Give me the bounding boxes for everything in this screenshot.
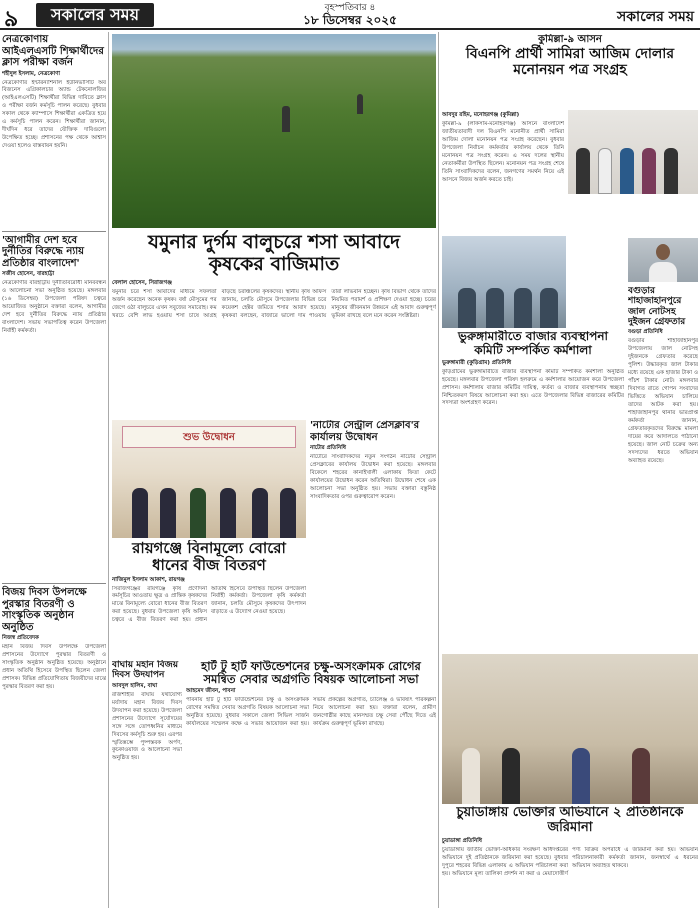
byline: নাটোর প্রতিনিধি	[310, 445, 346, 451]
person-figure	[576, 148, 590, 194]
cucumber-field-photo	[112, 34, 436, 228]
person-figure	[132, 488, 148, 538]
divider	[2, 231, 106, 232]
person-figure	[620, 148, 634, 194]
article-eye	[186, 660, 436, 908]
headline: বগুড়ার শাহাজাহানপুরে জাল নোটসহ দুইজন গ্রেফতার	[628, 286, 686, 328]
article-victory	[2, 587, 106, 894]
person-figure	[572, 748, 590, 804]
article-body: কুমিল্লা-৯ (লাকসাম-মনোহরগঞ্জ) আসনে বাংলাদেশ জাতীয়তাবাদী দল বিএনপি মনোনীত প্রার্থী সামিরা আজিম দোলা মনোনয়ন পত্র সংগ্রহ করেছেন। বুধবার উপজেলা নির্বাচন কর্মকর্তার কার্যালয় থেকে তিনি মনোনয়ন পত্র সংগ্রহ করেন। এ সময় দলের স্থানীয় নেতাকর্মীরা উপস্থিত ছিলেন। মনোনয়ন পত্র সংগ্রহ শেষে তিনি সাংবাদিকদের বলেন, জনগণের সমর্থন নিয়ে এই আসনে বিজয় অর্জন করতে চাই।	[442, 121, 564, 183]
farmer-figure	[357, 94, 363, 114]
byline: সজীব হোসেন, বারহাট্টা	[2, 271, 55, 277]
article-body: নেত্রকোণার বারহাট্টায় দুর্নীতিবিরোধী মানববন্ধন ও আলোচনা সভা অনুষ্ঠিত হয়েছে। মঙ্গলবার (১৬ ডিসেম্বর) উপজেলা পরিষদ চত্বরে আয়োজিত অনুষ্ঠানে বক্তারা বলেন, আগামীর দেশ হবে দুর্নীতির বিরুদ্ধে ন্যায় প্রতিষ্ঠার বাংলাদেশ। সভায় সভাপতিত্ব করেন উপজেলা নির্বাহী কর্মকর্তা।	[2, 280, 106, 334]
article-seeds	[112, 540, 306, 650]
article-victory2	[112, 660, 182, 908]
headline: হার্ট টু হার্ট ফাউন্ডেশনের চক্ষু-অসংক্রামক রোগের সমন্বিত সেবার অগ্রগতি বিষয়ক আলোচনা সভা	[201, 660, 421, 687]
portrait-head	[656, 244, 670, 260]
headline: বিজয় দিবস উপলক্ষে পুরস্কার বিতরণী ও সাংস্কৃতিক অনুষ্ঠান অনুষ্ঠিত	[2, 587, 87, 633]
farmer-figure	[282, 106, 290, 132]
person-figure	[632, 748, 650, 804]
person-figure	[462, 748, 480, 804]
page-number: ৯	[4, 6, 19, 32]
headline: রায়গঞ্জে বিনামূল্যে বোরো ধানের বীজ বিতরণ	[132, 540, 286, 575]
article-body: যমুনার চরে শসা আবাদের মাধ্যমে সফলতা অর্জন করেছেন অনেক কৃষক। বর্ষা মৌসুমের পর জেগে ওঠা বালুচরে এখন সবুজের সমারোহ। কম খরচে বেশি লাভ হওয়ায় শসা চাষে আগ্রহ বাড়ছে চরাঞ্চলের কৃষকদের। স্থানীয় কৃষি অফিস জানায়, চলতি মৌসুমে উপজেলার বিভিন্ন চরে কয়েকশ হেক্টর জমিতে শসার আবাদ হয়েছে। কৃষকরা বলছেন, বাজারে ভালো দাম পাওয়ায় তারা লাভবান হচ্ছেন। কৃষি বিভাগ থেকে তাদের নিয়মিত পরামর্শ ও প্রশিক্ষণ দেওয়া হচ্ছে। চরের মানুষের জীবনমান উন্নয়নে এই আবাদ গুরুত্বপূর্ণ ভূমিকা রাখছে বলে মনে করেন সংশ্লিষ্টরা।	[112, 288, 436, 319]
headline-kicker: কুমিল্লা-৯ আসন	[538, 34, 602, 45]
person-figure	[220, 488, 236, 538]
byline: আবদুল হালিম, বাঘা	[112, 682, 158, 689]
byline: ভুরুঙ্গামারী (কুড়িগ্রাম) প্রতিনিধি	[442, 359, 512, 366]
person-figure	[280, 488, 296, 538]
person-figure	[190, 488, 206, 538]
divider	[2, 583, 106, 584]
article-nomination-body	[442, 110, 564, 228]
column-divider	[438, 32, 439, 908]
byline: নাজিমুল ইসলাম আকাশ, রায়গঞ্জ	[112, 576, 185, 583]
newspaper-logo: সকালের সময়	[36, 3, 154, 27]
banner-text: শুভ উদ্বোধন	[183, 432, 235, 443]
seed-distribution-photo	[112, 420, 306, 538]
byline: বগুড়া প্রতিনিধি	[628, 329, 663, 336]
consumer-drive-photo	[442, 654, 698, 804]
person-figure	[160, 488, 176, 538]
byline: নিজস্ব প্রতিবেদক	[2, 635, 39, 641]
headline: 'আগামীর দেশ হবে দুর্নীতির বিরুদ্ধে ন্যায় প্রতিষ্ঠার বাংলাদেশ'	[2, 234, 85, 269]
byline: বেলাল হোসেন, সিরাজগঞ্জ	[112, 279, 172, 286]
article-lead	[112, 230, 436, 390]
article-exam	[2, 34, 106, 228]
dateline-day: বৃহস্পতিবার ৪	[324, 3, 376, 13]
article-market	[442, 330, 624, 650]
person-figure	[540, 288, 558, 328]
event-banner	[122, 426, 296, 448]
portrait-body	[649, 262, 677, 282]
article-body: নাটোরে সাংবাদিকদের নতুন সংগঠন নাটোর সেন্ট্রাল প্রেসক্লাবের কার্যালয় উদ্বোধন করা হয়েছে। মঙ্গলবার বিকেলে শহরের কানাইখালী এলাকায় ফিতা কেটে কার্যালয়ের উদ্বোধন করেন অতিথিরা। উদ্বোধন শেষে এক আলোচনা সভা অনুষ্ঠিত হয়। সভায় বক্তারা বস্তুনিষ্ঠ সাংবাদিকতার ওপর গুরুত্বারোপ করেন।	[310, 454, 436, 500]
byline: শহীদুল ইসলাম, নেত্রকোণা	[2, 70, 60, 77]
article-body: পাবনায় হার্ট টু হার্ট ফাউন্ডেশনের চক্ষু ও অসংক্রামক রোগের সমন্বিত সেবার অগ্রগতি বিষয়ক আলোচনা সভা অনুষ্ঠিত হয়েছে। বুধবার সকালে জেলা সিভিল সার্জন কার্যালয়ের সম্মেলন কক্ষে এ সভার আয়োজন করা হয়। সভায় প্রকল্পের অগ্রগতি, চ্যালেঞ্জ ও ভবিষ্যৎ পরিকল্পনা নিয়ে আলোচনা করা হয়। বক্তারা বলেন, গ্রামীণ জনগোষ্ঠীর কাছে মানসম্মত চক্ষু সেবা পৌঁছে দিতে এই কার্যক্রম গুরুত্বপূর্ণ ভূমিকা রাখছে।	[186, 697, 436, 728]
headline: বাঘায় মহান বিজয় দিবস উদযাপন	[112, 660, 179, 681]
workshop-photo	[442, 236, 566, 328]
headline: যমুনার দুর্গম বালুচরে শসা আবাদে কৃষকের বাজিমাত	[148, 231, 400, 275]
person-figure	[642, 148, 656, 194]
dateline	[230, 2, 470, 26]
article-body: কুড়িগ্রামের ভুরুঙ্গামারীতে বাজার ব্যবস্থাপনা কমিটি সম্পর্কিত কর্মশালা অনুষ্ঠিত হয়েছে। মঙ্গলবার উপজেলা পরিষদ হলরুমে এ কর্মশালার আয়োজন করে উপজেলা প্রশাসন। কর্মশালায় বাজার কমিটির দায়িত্ব, কর্তব্য ও বাজার ব্যবস্থাপনায় স্বচ্ছতা নিশ্চিতকরণ বিষয়ে আলোচনা করা হয়। এতে উপজেলার বিভিন্ন বাজারের কমিটির সদস্যরা অংশগ্রহণ করেন।	[442, 368, 624, 407]
article-body: সিরাজগঞ্জের রায়গঞ্জে কৃষি প্রণোদনা কর্মসূচির আওতায় ক্ষুদ্র ও প্রান্তিক কৃষকদের মাঝে বিনামূল্যে বোরো ধানের বীজ বিতরণ করা হয়েছে। বুধবার উপজেলা কৃষি অফিস চত্বরে এ বীজ বিতরণ করা হয়। প্রধান অতিথি হিসেবে উপস্থিত ছিলেন উপজেলা নির্বাহী কর্মকর্তা। উপজেলা কৃষি কর্মকর্তা জানান, চলতি মৌসুমে কৃষকদের উৎপাদন বাড়াতে এ উদ্যোগ নেওয়া হয়েছে।	[112, 585, 306, 624]
headline: বিএনপি প্রার্থী সামিরা আজিম দোলার মনোনয়ন পত্র সংগ্রহ	[465, 45, 675, 78]
suspect-photo	[628, 238, 698, 282]
article-body: বগুড়ার শাহাজাহানপুর উপজেলায় জাল নোটসহ দুইজনকে গ্রেফতার করেছে পুলিশ। উদ্ধারকৃত জাল টাকার মধ্যে রয়েছে এক হাজার টাকা ও পাঁচশ টাকার নোট। মঙ্গলবার দিবাগত রাতে গোপন সংবাদের ভিত্তিতে অভিযান চালিয়ে তাদের আটক করা হয়। শাহাজাহানপুর থানার ভারপ্রাপ্ত কর্মকর্তা জানান, গ্রেফতারকৃতদের বিরুদ্ধে মামলা দায়ের করে আদালতে পাঠানো হয়েছে। জাল নোট চক্রের অন্য সদস্যদের ধরতে অভিযান অব্যাহত রয়েছে।	[628, 338, 698, 464]
nomination-photo	[568, 110, 698, 194]
headline: নেত্রকোণায় আইএলএসটি শিক্ষার্থীদের ক্লাস পরীক্ষা বর্জন	[2, 34, 104, 68]
person-figure	[514, 288, 532, 328]
article-justice	[2, 235, 106, 581]
byline: চুয়াডাঙ্গা প্রতিনিধি	[442, 837, 482, 844]
headline: 'নাটোর সেন্ট্রাল প্রেসক্লাব'র কার্যালয় উদ্বোধন	[310, 420, 420, 443]
newspaper-logo-right: সকালের সময়	[616, 9, 694, 25]
person-figure	[664, 148, 678, 194]
person-figure	[486, 288, 504, 328]
byline: আহমেদ জীবন, পাবনা	[186, 688, 236, 695]
person-figure	[598, 148, 612, 194]
headline: ভুরুঙ্গামারীতে বাজার ব্যবস্থাপনা কমিটি সম্পর্কিত কর্মশালা	[458, 330, 608, 357]
dateline-date: ১৮ ডিসেম্বর ২০২৫	[303, 13, 397, 27]
column-divider	[108, 32, 109, 908]
person-figure	[252, 488, 268, 538]
article-arrest	[628, 238, 698, 650]
article-body: মহান বিজয় দিবস উপলক্ষে উপজেলা প্রশাসনের উদ্যোগে পুরস্কার বিতরণী ও সাংস্কৃতিক অনুষ্ঠান অনুষ্ঠিত হয়েছে। অনুষ্ঠানে প্রধান অতিথি হিসেবে উপস্থিত ছিলেন জেলা প্রশাসক। বিভিন্ন প্রতিযোগিতায় বিজয়ীদের মাঝে পুরস্কার বিতরণ করা হয়।	[2, 644, 106, 690]
article-body: চুয়াডাঙ্গায় জাতীয় ভোক্তা-অধিকার সংরক্ষণ অধিদপ্তরের অভিযানে দুই প্রতিষ্ঠানকে জরিমানা করা হয়েছে। বুধবার দুপুরে শহরের বিভিন্ন এলাকায় এ অভিযান পরিচালনা করা হয়। অভিযানে মূল্য তালিকা প্রদর্শন না করা ও মেয়াদোত্তীর্ণ পণ্য বিক্রির অপরাধে এ জরিমানা করা হয়। অভিযান পরিচালনাকারী কর্মকর্তা জানান, জনস্বার্থে এ ধরনের অভিযান অব্যাহত থাকবে।	[442, 846, 698, 877]
article-body: নেত্রকোণার ইন্টারন্যাশনাল ইউনিভার্সিটি অব বিজনেস এগ্রিকালচার অ্যান্ড টেকনোলজির (আইএলএসটি) শিক্ষার্থীরা বিভিন্ন দাবিতে ক্লাস ও পরীক্ষা বর্জন কর্মসূচি পালন করেছে। বুধবার সকাল থেকে ক্যাম্পাসে শিক্ষার্থীরা একত্রিত হয়ে এ কর্মসূচি পালন করেন। শিক্ষার্থীরা জানান, দীর্ঘদিন ধরে তাদের যৌক্তিক দাবিগুলো উপেক্ষিত হচ্ছে। প্রশাসনের পক্ষ থেকে আশ্বাস দেওয়া হলেও বাস্তবায়ন হয়নি।	[2, 79, 106, 150]
article-body: রাজশাহীর বাঘায় যথাযোগ্য মর্যাদায় মহান বিজয় দিবস উদযাপন করা হয়েছে। উপজেলা প্রশাসনের উদ্যোগে সূর্যোদয়ের সঙ্গে সঙ্গে তোপধ্বনির মাধ্যমে দিবসের কর্মসূচি শুরু হয়। এরপর স্মৃতিস্তম্ভে পুষ্পস্তবক অর্পণ, কুচকাওয়াজ ও আলোচনা সভা অনুষ্ঠিত হয়।	[112, 691, 182, 762]
left-column	[2, 34, 106, 908]
person-figure	[458, 288, 476, 328]
masthead	[0, 0, 700, 30]
person-figure	[502, 748, 520, 804]
byline: আবদুর রহিম, মনোহরগঞ্জ (কুমিল্লা)	[442, 112, 520, 118]
article-fine	[442, 806, 698, 908]
headline: চুয়াডাঙ্গায় ভোক্তার অভিযানে ২ প্রতিষ্ঠানকে জরিমানা	[456, 806, 684, 835]
